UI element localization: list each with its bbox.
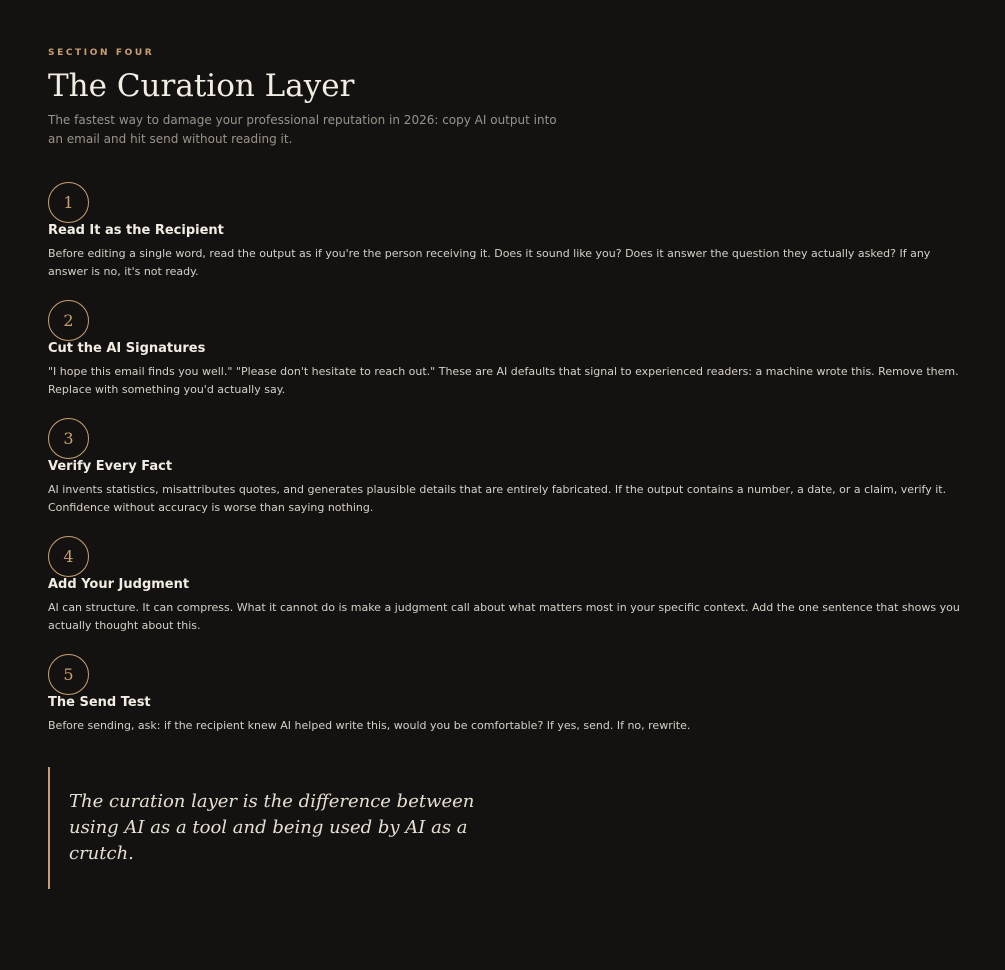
step-title: Cut the AI Signatures bbox=[48, 341, 206, 356]
step-item bbox=[48, 182, 963, 300]
steps-list bbox=[48, 182, 963, 772]
step-description: AI can structure. It can compress. What it cannot do is make a judgment call about what matters most in your specific context. Add the one sentence that shows you actually thought about this. bbox=[48, 601, 960, 632]
pull-quote-text: The curation layer is the difference between using AI as a tool and being used by AI as a crutch. bbox=[69, 791, 475, 864]
step-description: Before editing a single word, read the output as if you're the person receiving it. Does it sound like you? Does it answer the question they actually asked? If any answer is no, it's not ready. bbox=[48, 247, 931, 278]
section-title: The Curation Layer bbox=[48, 68, 355, 104]
step-item bbox=[48, 300, 963, 418]
section-subtitle: The fastest way to damage your professional reputation in 2026: copy AI output into an email and hit send without reading it. bbox=[48, 113, 557, 146]
step-number-badge: 5 bbox=[48, 654, 89, 695]
step-item bbox=[48, 654, 963, 772]
section-eyebrow: SECTION FOUR bbox=[48, 48, 155, 58]
step-title: Read It as the Recipient bbox=[48, 223, 224, 238]
step-item bbox=[48, 536, 963, 654]
step-number-badge: 1 bbox=[48, 182, 89, 223]
pull-quote bbox=[48, 767, 509, 889]
step-number-badge: 3 bbox=[48, 418, 89, 459]
step-title: The Send Test bbox=[48, 695, 151, 710]
step-title: Add Your Judgment bbox=[48, 577, 190, 592]
step-description: AI invents statistics, misattributes quotes, and generates plausible details that are entirely fabricated. If the output contains a number, a date, or a claim, verify it. Confidence without accuracy is worse than saying nothing. bbox=[48, 483, 947, 514]
step-description: "I hope this email finds you well." "Please don't hesitate to reach out." These are AI defaults that signal to experienced readers: a machine wrote this. Remove them. Replace with something you'd actually say. bbox=[48, 365, 959, 396]
step-description: Before sending, ask: if the recipient knew AI helped write this, would you be comfortable? If yes, send. If no, rewrite. bbox=[48, 719, 691, 732]
step-number-badge: 2 bbox=[48, 300, 89, 341]
step-title: Verify Every Fact bbox=[48, 459, 173, 474]
step-number-badge: 4 bbox=[48, 536, 89, 577]
step-item bbox=[48, 418, 963, 536]
